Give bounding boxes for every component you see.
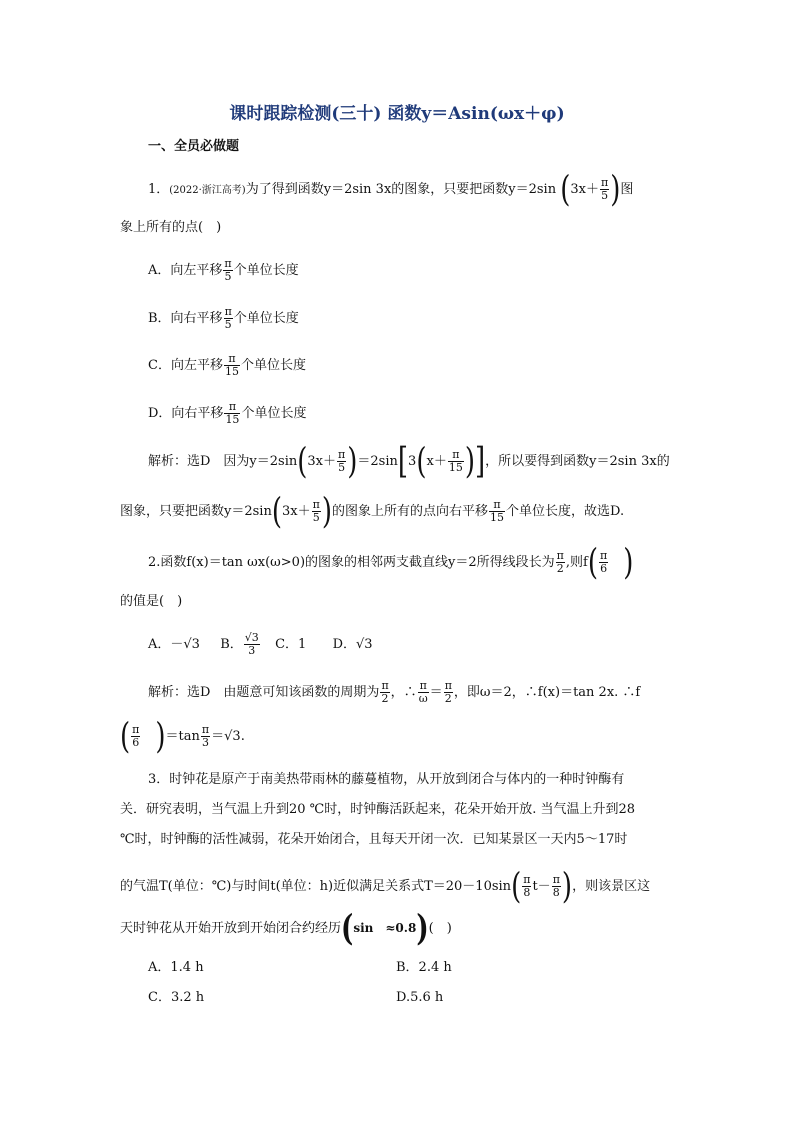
paren-close: ) <box>610 169 621 210</box>
section-heading: 一、全员必做题 <box>148 139 240 154</box>
q2-stem-line-1: 2.函数f(x)＝tan ωx(ω>0)的图象的相邻两支截直线y＝2所得线段长为 $\frac{\pi}{2}$ ,则f( $\frac{\pi}{6}$ ) <box>148 542 634 583</box>
q2-option-d: D．√3 <box>332 637 373 652</box>
q1-source: (2022·浙江高考) <box>169 185 246 196</box>
page-title: 课时跟踪检测(三十) 函数y＝Asin(ωx＋φ) <box>229 104 565 124</box>
q2-stem-line-2: 的值是( ) <box>120 594 183 609</box>
q1-option-d: D．向右平移 $\frac{\pi}{15}$ 个单位长度 <box>148 400 307 426</box>
q3-line-5: 天时钟花从开始开放到开始闭合约经历(sin ≈0.8)( ) <box>120 908 452 949</box>
q2-solution-line-2: ( $\frac{\pi}{6}$ )＝tan $\frac{\pi}{3}$ ＝√3. <box>120 716 245 757</box>
q3-line-4: 的气温T(单位：℃)与时间t(单位：h)近似满足关系式T＝20－10sin( $\frac{\pi}{8}$ t－ $\frac{\pi}{8}$ )，则该景区这 <box>120 866 651 907</box>
q1-stem-line-1: 1．(2022·浙江高考)为了得到函数y＝2sin 3x的图象，只要把函数y＝2sin (3x＋ $\frac{\pi}{5}$ )图 <box>148 169 634 210</box>
q3-option-b: B．2.4 h <box>396 960 452 975</box>
fraction: $\frac{\pi}{5}$ <box>601 176 609 202</box>
q2-option-c: C．1 <box>275 637 307 652</box>
q3-option-a: A．1.4 h <box>148 960 204 975</box>
q1-option-c: C．向左平移 $\frac{\pi}{15}$ 个单位长度 <box>148 352 306 378</box>
q2-option-a: A．－√3 <box>148 637 200 652</box>
q1-solution-line-1: 解析：选D 因为y＝2sin(3x＋ $\frac{\pi}{5}$ )＝2sin[3(x＋ $\frac{\pi}{15}$ )]，所以要得到函数y＝2sin 3x的 <box>148 441 670 482</box>
q2-solution-line-1: 解析：选D 由题意可知该函数的周期为 $\frac{\pi}{2}$ ，∴ $\frac{\pi}{\omega}$ ＝ $\frac{\pi}{2}$ ，即ω＝2，∴f(x)＝tan 2x. ∴f <box>148 679 641 705</box>
q1-solution-line-2: 图象，只要把函数y＝2sin(3x＋ $\frac{\pi}{5}$ )的图象上所有的点向右平移 $\frac{\pi}{15}$ 个单位长度，故选D. <box>120 491 625 532</box>
q1-number: 1． <box>148 182 170 197</box>
q2-option-b: B． $\frac{√3}{3}$ <box>220 631 259 657</box>
q3-option-d: D.5.6 h <box>396 990 444 1005</box>
q3-line-2: 关．研究表明，当气温上升到20 ℃时，时钟酶活跃起来，花朵开始开放. 当气温上升到28 <box>120 802 636 817</box>
q1-option-b: B．向右平移 $\frac{\pi}{5}$ 个单位长度 <box>148 305 299 331</box>
q1-option-a: A．向左平移 $\frac{\pi}{5}$ 个单位长度 <box>148 257 299 283</box>
q3-line-1: 3．时钟花是原产于南美热带雨林的藤蔓植物，从开放到闭合与体内的一种时钟酶有 <box>148 772 625 787</box>
q3-line-3: ℃时，时钟酶的活性减弱，花朵开始闭合，且每天开闭一次．已知某景区一天内5～17时 <box>120 832 628 847</box>
q2-options <box>148 632 373 657</box>
q3-option-c: C．3.2 h <box>148 990 205 1005</box>
q1-stem-a: 为了得到函数y＝2sin 3x的图象，只要把函数y＝2sin <box>245 182 557 197</box>
paren-open: ( <box>560 169 571 210</box>
q1-stem-line-2: 象上所有的点( ) <box>120 220 222 235</box>
